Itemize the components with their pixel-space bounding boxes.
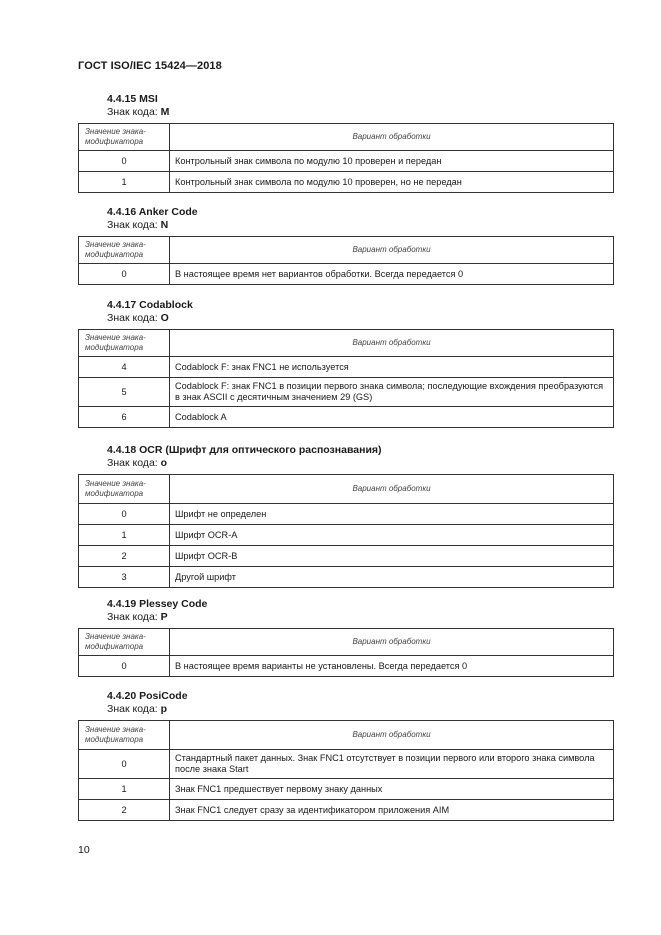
code-label: Знак кода: (107, 703, 158, 715)
code-value: M (160, 106, 170, 118)
modifier-value: 5 (79, 378, 170, 407)
table-row (79, 378, 614, 407)
code-label: Знак кода: (107, 457, 158, 469)
processing-option: Шрифт не определен (170, 504, 614, 525)
table-row (79, 656, 614, 677)
modifier-value: 6 (79, 407, 170, 428)
section-code-line (107, 457, 614, 470)
header-processing-option: Вариант обработки (170, 475, 614, 504)
section-title: 4.4.17 Codablock (107, 299, 193, 311)
header-modifier-value: Значение знака- модификатора (79, 237, 170, 264)
document-header: ГОСТ ISO/IEC 15424—2018 (78, 60, 222, 72)
header-modifier-value: Значение знака- модификатора (79, 330, 170, 357)
table-row (79, 567, 614, 588)
table-header-row (79, 124, 614, 151)
section-title: 4.4.20 PosiCode (107, 690, 188, 702)
modifier-value: 0 (79, 264, 170, 285)
processing-option: В настоящее время варианты не установлены. Всегда передается 0 (170, 656, 614, 677)
processing-option: Шрифт OCR-B (170, 546, 614, 567)
code-value: o (160, 457, 168, 469)
processing-option: Знак FNC1 предшествует первому знаку данных (170, 779, 614, 800)
modifier-value: 0 (79, 750, 170, 779)
modifier-value: 2 (79, 800, 170, 821)
processing-table (78, 474, 614, 588)
code-value: p (160, 703, 168, 715)
section-code-line (107, 219, 614, 232)
header-modifier-value: Значение знака- модификатора (79, 629, 170, 656)
section-title: 4.4.16 Anker Code (107, 206, 198, 218)
code-value: P (160, 611, 168, 623)
code-label: Знак кода: (107, 611, 158, 623)
processing-option: В настоящее время нет вариантов обработки. Всегда передается 0 (170, 264, 614, 285)
table-header-row (79, 721, 614, 750)
modifier-value: 1 (79, 779, 170, 800)
section-code-line (107, 312, 614, 325)
section-title: 4.4.19 Plessey Code (107, 598, 208, 610)
section-plessey-code (78, 598, 614, 677)
code-label: Знак кода: (107, 312, 158, 324)
section-title: 4.4.15 MSI (107, 93, 158, 105)
modifier-value: 0 (79, 151, 170, 172)
section-title: 4.4.18 OCR (Шрифт для оптического распознавания) (107, 444, 382, 456)
header-processing-option: Вариант обработки (170, 721, 614, 750)
section-codablock (78, 299, 614, 428)
modifier-value: 1 (79, 525, 170, 546)
processing-option: Codablock F: знак FNC1 в позиции первого знака символа; последующие вхождения преобразуются в знак ASCII с десятичным значением 29 (GS) (170, 378, 614, 407)
processing-table (78, 123, 614, 193)
modifier-value: 0 (79, 656, 170, 677)
table-header-row (79, 237, 614, 264)
section-code-line (107, 611, 614, 624)
modifier-value: 0 (79, 504, 170, 525)
table-header-row (79, 629, 614, 656)
table-row (79, 407, 614, 428)
processing-table (78, 720, 614, 821)
section-anker-code (78, 206, 614, 285)
processing-option: Стандартный пакет данных. Знак FNC1 отсутствует в позиции первого или второго знака символа после знака Start (170, 750, 614, 779)
table-row (79, 172, 614, 193)
table-row (79, 779, 614, 800)
processing-table (78, 628, 614, 677)
processing-option: Контрольный знак символа по модулю 10 проверен и передан (170, 151, 614, 172)
header-modifier-value: Значение знака- модификатора (79, 475, 170, 504)
processing-option: Знак FNC1 следует сразу за идентификатором приложения AIM (170, 800, 614, 821)
section-posicode (78, 690, 614, 821)
section-ocr (78, 444, 614, 588)
code-value: N (160, 219, 169, 231)
processing-table (78, 236, 614, 285)
table-header-row (79, 330, 614, 357)
processing-option: Codablock F: знак FNC1 не используется (170, 357, 614, 378)
header-processing-option: Вариант обработки (170, 237, 614, 264)
table-row (79, 750, 614, 779)
modifier-value: 1 (79, 172, 170, 193)
processing-option: Контрольный знак символа по модулю 10 проверен, но не передан (170, 172, 614, 193)
processing-table (78, 329, 614, 428)
processing-option: Codablock A (170, 407, 614, 428)
table-row (79, 504, 614, 525)
table-row (79, 800, 614, 821)
header-modifier-value: Значение знака- модификатора (79, 124, 170, 151)
code-label: Знак кода: (107, 219, 158, 231)
section-msi (78, 93, 614, 193)
table-row (79, 546, 614, 567)
page-number: 10 (78, 844, 90, 856)
header-processing-option: Вариант обработки (170, 330, 614, 357)
code-label: Знак кода: (107, 106, 158, 118)
table-row (79, 264, 614, 285)
table-row (79, 151, 614, 172)
processing-option: Шрифт OCR-A (170, 525, 614, 546)
header-modifier-value: Значение знака- модификатора (79, 721, 170, 750)
section-code-line (107, 106, 614, 119)
header-processing-option: Вариант обработки (170, 124, 614, 151)
modifier-value: 3 (79, 567, 170, 588)
table-row (79, 357, 614, 378)
header-processing-option: Вариант обработки (170, 629, 614, 656)
modifier-value: 4 (79, 357, 170, 378)
table-header-row (79, 475, 614, 504)
section-code-line (107, 703, 614, 716)
processing-option: Другой шрифт (170, 567, 614, 588)
code-value: O (160, 312, 169, 324)
table-row (79, 525, 614, 546)
modifier-value: 2 (79, 546, 170, 567)
